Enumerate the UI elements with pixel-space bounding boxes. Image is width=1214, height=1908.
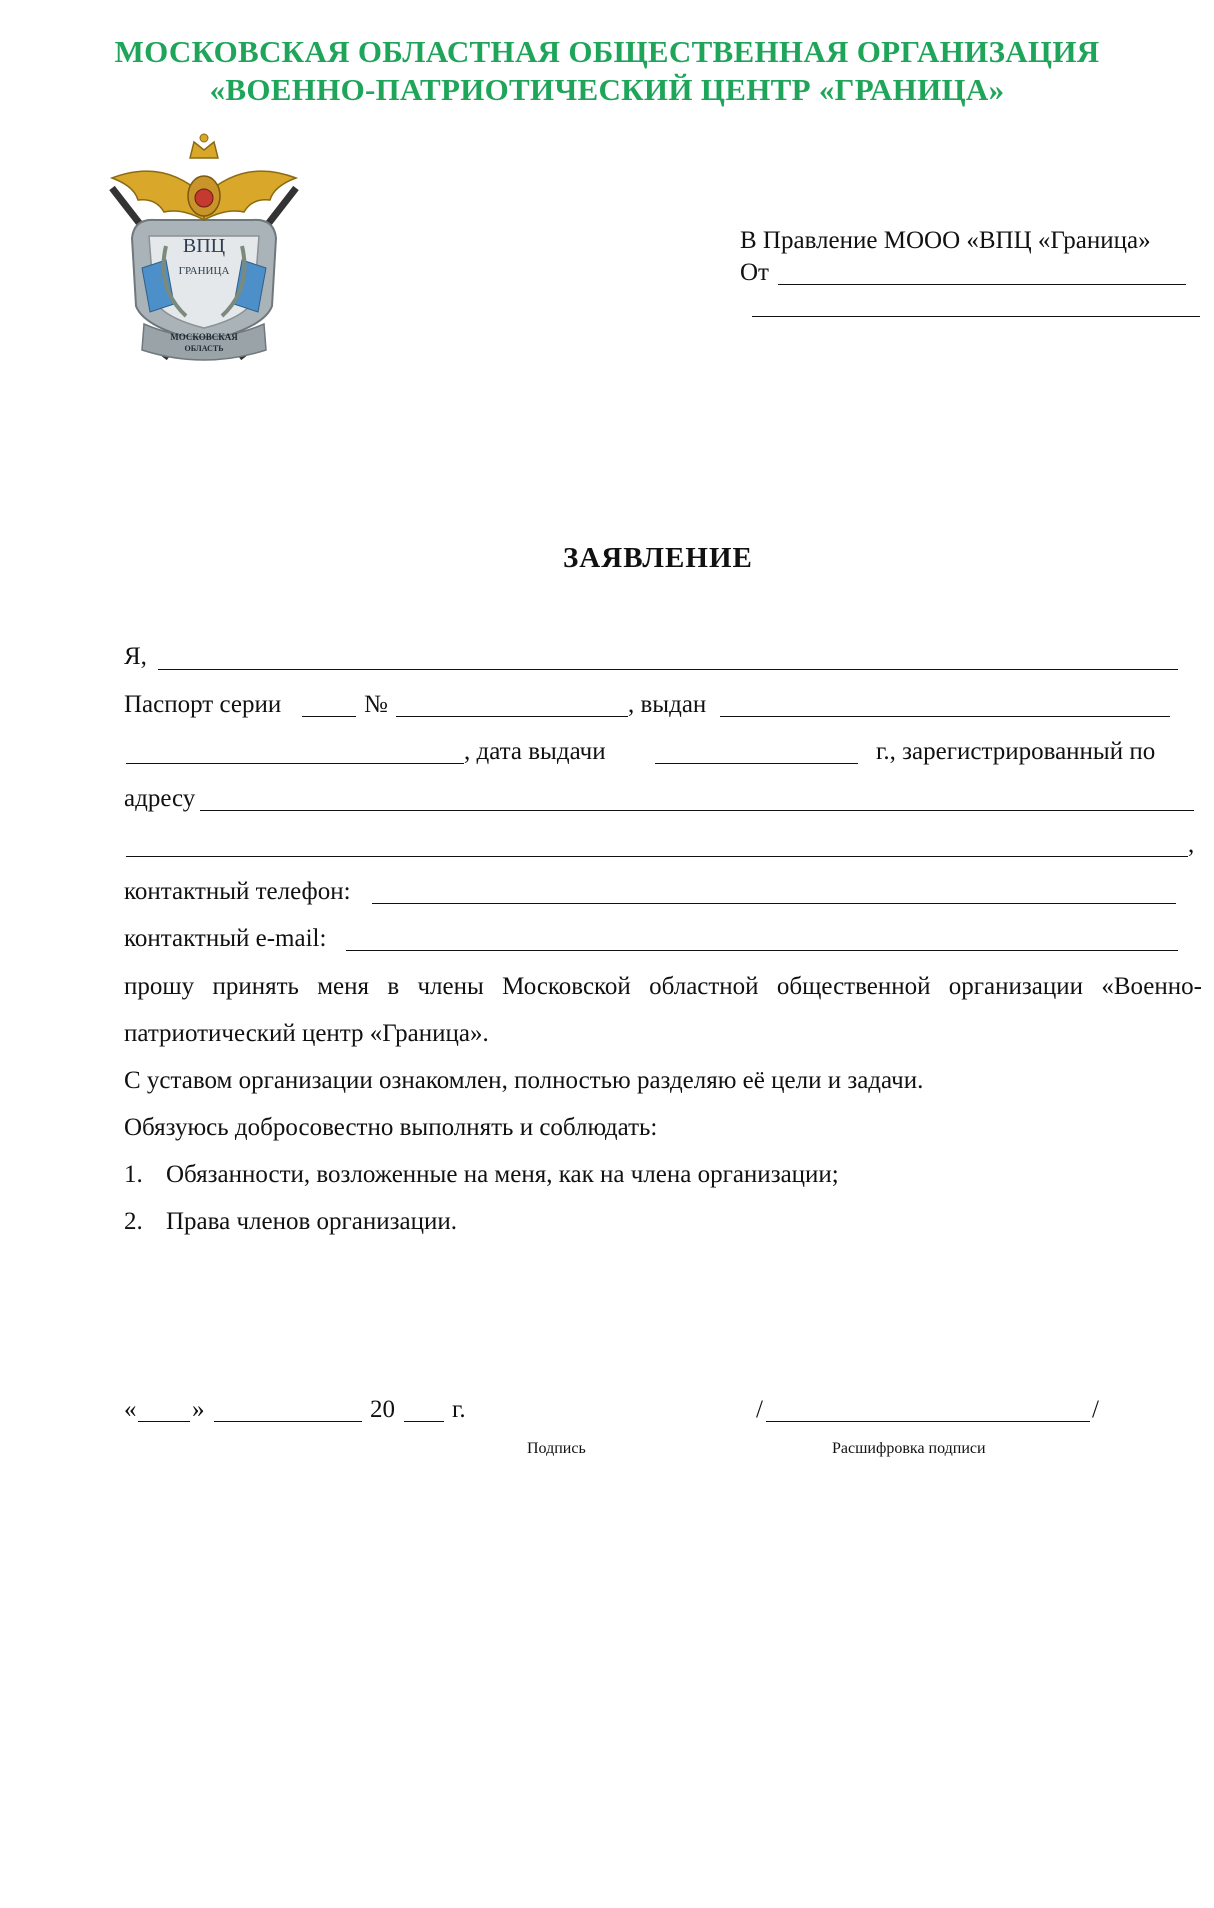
emblem-ribbon-line-2: ОБЛАСТЬ: [184, 344, 224, 353]
date-close-quote: »: [192, 1396, 205, 1423]
signature-slash-left: /: [756, 1396, 763, 1423]
emblem-ribbon-line-1: МОСКОВСКАЯ: [170, 332, 238, 342]
list-item-2-number: 2.: [124, 1208, 143, 1235]
emblem-middle-text: ГРАНИЦА: [178, 265, 230, 277]
year-registered-label: г., зарегистрированный по: [876, 738, 1156, 765]
phone-line[interactable]: [372, 903, 1176, 904]
list-item-2-text: Права членов организации.: [166, 1208, 458, 1235]
passport-series-line[interactable]: [302, 716, 356, 717]
date-open-quote: «: [124, 1396, 137, 1423]
date-month-line[interactable]: [214, 1421, 362, 1422]
signature-decode-line[interactable]: [766, 1421, 1090, 1422]
address-line-1[interactable]: [200, 810, 1194, 811]
org-name-line-1: МОСКОВСКАЯ ОБЛАСТНАЯ ОБЩЕСТВЕННАЯ ОРГАНИЗАЦИЯ: [114, 34, 1100, 69]
issued-by-label: , выдан: [628, 691, 707, 718]
signature-caption: Подпись: [527, 1440, 586, 1457]
date-year-line[interactable]: [404, 1421, 444, 1422]
undertake-statement: Обязуюсь добросовестно выполнять и соблюдать:: [124, 1114, 658, 1141]
from-name-line-2[interactable]: [752, 316, 1200, 317]
signature-decode-caption: Расшифровка подписи: [832, 1440, 986, 1457]
org-name-line-2: «ВОЕННО-ПАТРИОТИЧЕСКИЙ ЦЕНТР «ГРАНИЦА»: [209, 72, 1005, 107]
crown-icon: [190, 142, 218, 158]
address-label: адресу: [124, 785, 196, 812]
full-name-line[interactable]: [158, 669, 1178, 670]
date-day-line[interactable]: [138, 1421, 190, 1422]
issue-date-label: , дата выдачи: [464, 738, 606, 765]
signature-slash-right: /: [1092, 1396, 1099, 1423]
addressee-to: В Правление МООО «ВПЦ «Граница»: [740, 227, 1151, 254]
document-title: ЗАЯВЛЕНИЕ: [563, 542, 753, 574]
i-label: Я,: [124, 643, 147, 670]
date-year-suffix: г.: [452, 1396, 466, 1423]
email-line[interactable]: [346, 950, 1178, 951]
emblem-top-text: ВПЦ: [182, 235, 226, 257]
issue-date-line[interactable]: [655, 763, 858, 764]
charter-statement: С уставом организации ознакомлен, полностью разделяю её цели и задачи.: [124, 1067, 924, 1094]
addressee-from-label: От: [740, 259, 769, 286]
issued-by-continued-line[interactable]: [126, 763, 464, 764]
passport-series-label: Паспорт серии: [124, 691, 282, 718]
organization-emblem-icon: [104, 128, 304, 364]
address-line-2[interactable]: [126, 856, 1188, 857]
from-name-line-1[interactable]: [778, 284, 1186, 285]
phone-label: контактный телефон:: [124, 878, 351, 905]
request-line-1: прошу принять меня в члены Московской областной общественной организации «Военно-: [124, 973, 1202, 1000]
date-century: 20: [370, 1396, 395, 1423]
request-line-2: патриотический центр «Граница».: [124, 1020, 489, 1047]
address-comma: ,: [1188, 831, 1195, 858]
passport-number-sign: №: [364, 691, 388, 718]
passport-number-line[interactable]: [396, 716, 628, 717]
email-label: контактный e-mail:: [124, 925, 327, 952]
list-item-1-text: Обязанности, возложенные на меня, как на члена организации;: [166, 1161, 839, 1188]
list-item-1-number: 1.: [124, 1161, 143, 1188]
issued-by-line[interactable]: [720, 716, 1170, 717]
